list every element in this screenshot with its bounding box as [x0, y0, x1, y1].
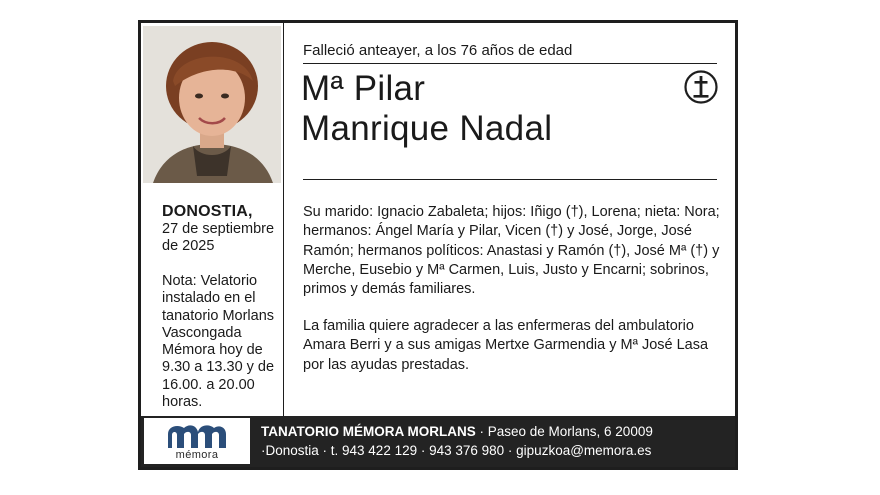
place: DONOSTIA, — [162, 203, 253, 220]
funeral-home-name: TANATORIO MÉMORA MORLANS — [261, 424, 476, 439]
date: 27 de septiembre de 2025 — [162, 221, 275, 254]
footer-bar — [141, 416, 735, 467]
logo-text: mémora — [175, 449, 219, 461]
footer-line-1 — [261, 424, 653, 439]
family-text: Su marido: Ignacio Zabaleta; hijos: Iñigo (†), Lorena; nieta: Nora; hermanos: Ángel María y Pilar, Vicen (†) y José, Jorge, José Ramón; hermanos políticos: Anastasi y Ramón (†), José Mª (†) y Merche, Eusebio y Mª Carmen, Luis, Justo y Encarni; sobrinos, primos y demás familiares. — [303, 204, 720, 298]
divider-middle — [303, 179, 717, 180]
portrait-photo — [143, 26, 281, 183]
thanks-text: La familia quiere agradecer a las enfermeras del ambulatorio Amara Berri y a sus amigas Mertxe Garmendia y Mª José Lasa por las ayudas prestadas. — [303, 318, 709, 373]
funeral-home-address: · Paseo de Morlans, 6 20009 — [475, 424, 653, 439]
memora-logo-icon — [164, 422, 228, 450]
left-column — [141, 23, 284, 416]
wake-note: Nota: Velatorio instalado en el tanatorio Morlans Vascongada Mémora hoy de 9.30 a 13.30 y de 16.00. a 20.00 horas. — [162, 273, 275, 411]
footer-contact: ·Donostia · t. 943 422 129 · 943 376 980 · gipuzkoa@memora.es — [261, 443, 652, 458]
divider-top — [303, 63, 717, 64]
obituary-card — [138, 20, 738, 470]
deceased-name: Mª Pilar Manrique Nadal — [301, 69, 553, 148]
portrait-image — [143, 26, 281, 183]
memora-logo — [144, 418, 250, 464]
age-subtitle: Falleció anteayer, a los 76 años de edad — [303, 42, 573, 59]
cross-icon — [684, 70, 718, 104]
